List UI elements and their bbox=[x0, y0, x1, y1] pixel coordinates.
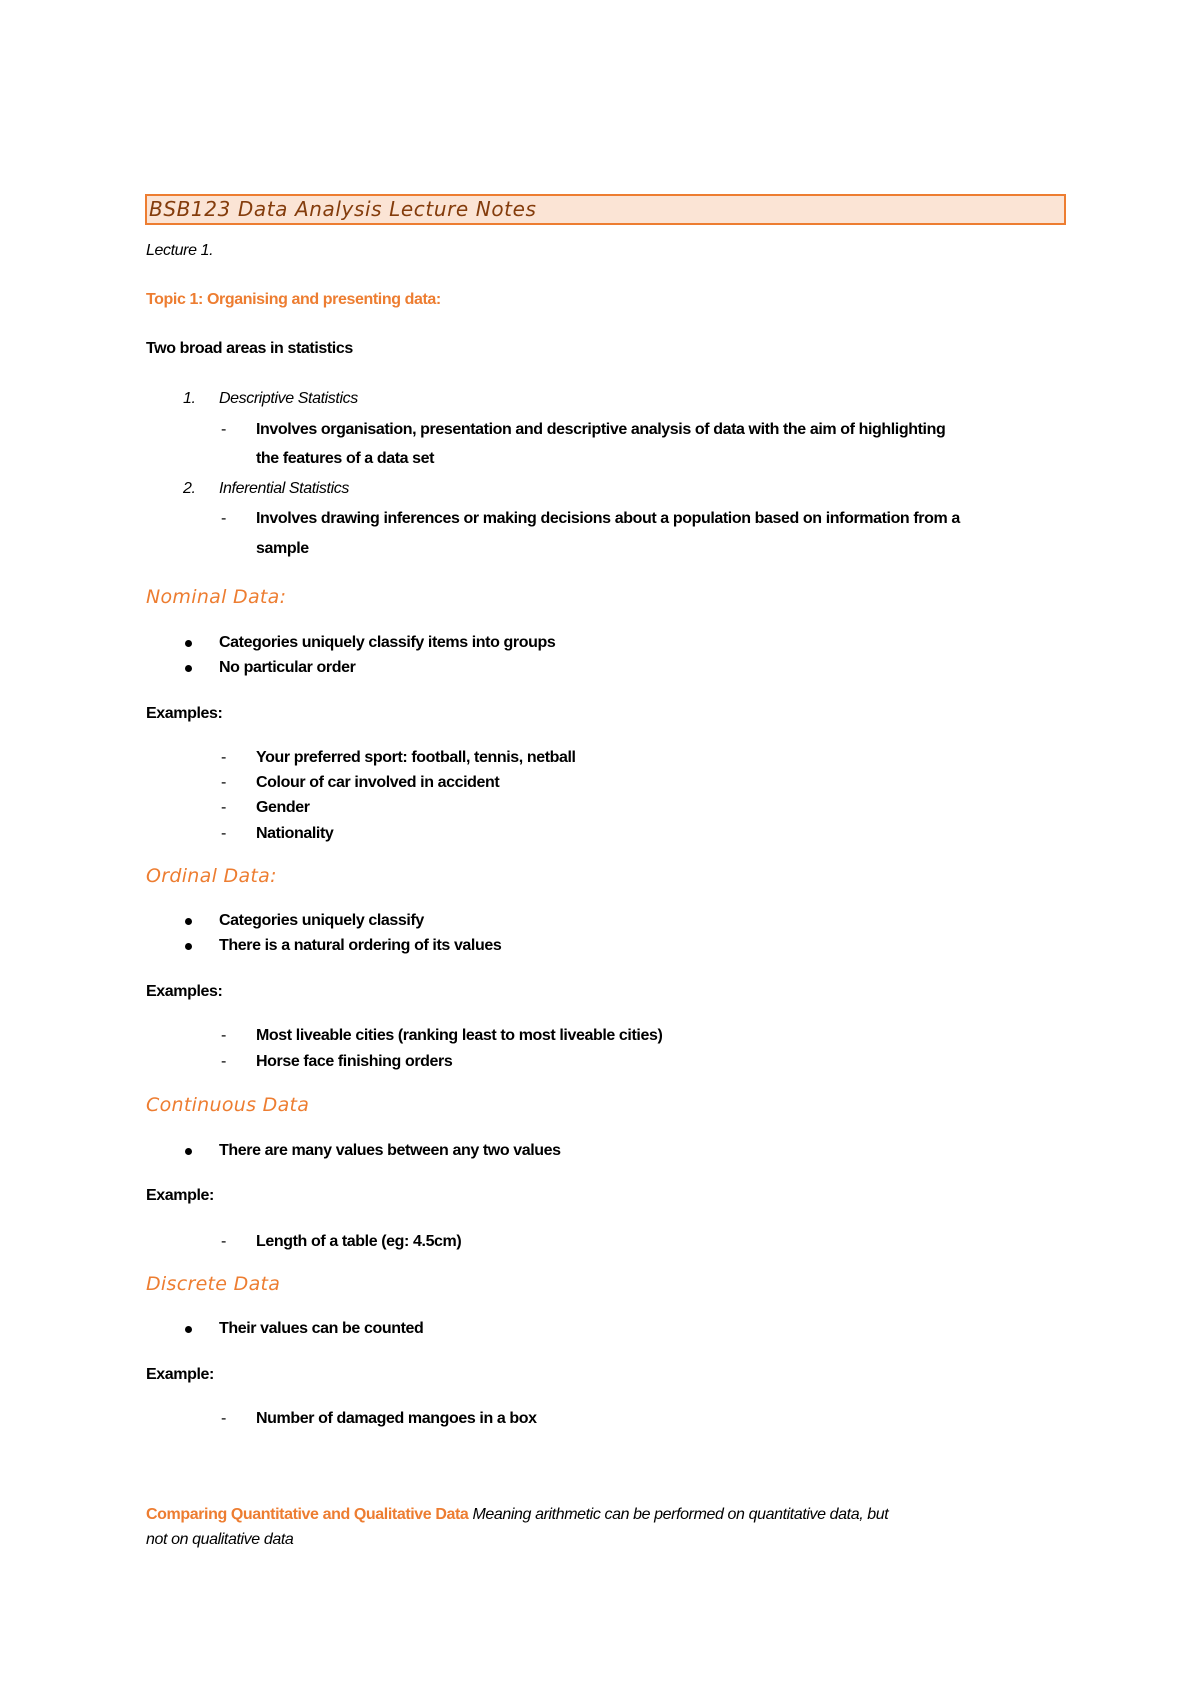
document-title-box bbox=[145, 194, 1066, 225]
comparing-text: Meaning arithmetic can be performed on quantitative data, but bbox=[472, 1506, 889, 1523]
example-item: Number of damaged mangoes in a box bbox=[256, 1410, 537, 1427]
dash: - bbox=[221, 1053, 226, 1070]
dash: - bbox=[221, 1410, 226, 1427]
bullet-item: No particular order bbox=[219, 659, 356, 676]
dash: - bbox=[221, 510, 226, 527]
list-number: 2. bbox=[183, 480, 196, 497]
bullet-item: Categories uniquely classify bbox=[219, 912, 424, 929]
bullet-item: Categories uniquely classify items into groups bbox=[219, 634, 556, 651]
area-description-cont: sample bbox=[256, 540, 309, 557]
bullet-icon bbox=[185, 1148, 192, 1155]
dash: - bbox=[221, 1027, 226, 1044]
list-number: 1. bbox=[183, 390, 196, 407]
example-item: Nationality bbox=[256, 825, 334, 842]
examples-label: Examples: bbox=[146, 705, 223, 722]
continuous-heading: Continuous Data bbox=[146, 1094, 310, 1116]
comparing-text-cont: not on qualitative data bbox=[146, 1531, 294, 1548]
discrete-heading: Discrete Data bbox=[146, 1273, 281, 1295]
area-description-cont: the features of a data set bbox=[256, 450, 435, 467]
dash: - bbox=[221, 421, 226, 438]
dash: - bbox=[221, 825, 226, 842]
bullet-icon bbox=[185, 918, 192, 925]
bullet-icon bbox=[185, 665, 192, 672]
dash: - bbox=[221, 1233, 226, 1250]
bullet-icon bbox=[185, 640, 192, 647]
example-item: Gender bbox=[256, 799, 310, 816]
area-name: Descriptive Statistics bbox=[219, 390, 358, 407]
document-title: BSB123 Data Analysis Lecture Notes bbox=[149, 197, 537, 221]
comparing-paragraph bbox=[146, 1505, 888, 1525]
example-item: Most liveable cities (ranking least to most liveable cities) bbox=[256, 1027, 663, 1044]
bullet-item: Their values can be counted bbox=[219, 1320, 424, 1337]
dash: - bbox=[221, 774, 226, 791]
comparing-heading: Comparing Quantitative and Qualitative Data bbox=[146, 1506, 469, 1523]
dash: - bbox=[221, 749, 226, 766]
example-item: Your preferred sport: football, tennis, netball bbox=[256, 749, 576, 766]
bullet-icon bbox=[185, 1326, 192, 1333]
examples-label: Examples: bbox=[146, 983, 223, 1000]
ordinal-heading: Ordinal Data: bbox=[146, 865, 277, 887]
area-description: Involves drawing inferences or making decisions about a population based on information from a bbox=[256, 510, 960, 527]
example-item: Length of a table (eg: 4.5cm) bbox=[256, 1233, 462, 1250]
bullet-icon bbox=[185, 943, 192, 950]
areas-heading: Two broad areas in statistics bbox=[146, 340, 353, 357]
area-description: Involves organisation, presentation and descriptive analysis of data with the aim of highlighting bbox=[256, 421, 946, 438]
bullet-item: There are many values between any two values bbox=[219, 1142, 561, 1159]
example-item: Colour of car involved in accident bbox=[256, 774, 500, 791]
examples-label: Example: bbox=[146, 1366, 214, 1383]
dash: - bbox=[221, 799, 226, 816]
lecture-label: Lecture 1. bbox=[146, 242, 214, 259]
area-name: Inferential Statistics bbox=[219, 480, 349, 497]
example-item: Horse face finishing orders bbox=[256, 1053, 453, 1070]
topic-heading: Topic 1: Organising and presenting data: bbox=[146, 291, 441, 308]
examples-label: Example: bbox=[146, 1187, 214, 1204]
nominal-heading: Nominal Data: bbox=[146, 586, 287, 608]
bullet-item: There is a natural ordering of its values bbox=[219, 937, 502, 954]
